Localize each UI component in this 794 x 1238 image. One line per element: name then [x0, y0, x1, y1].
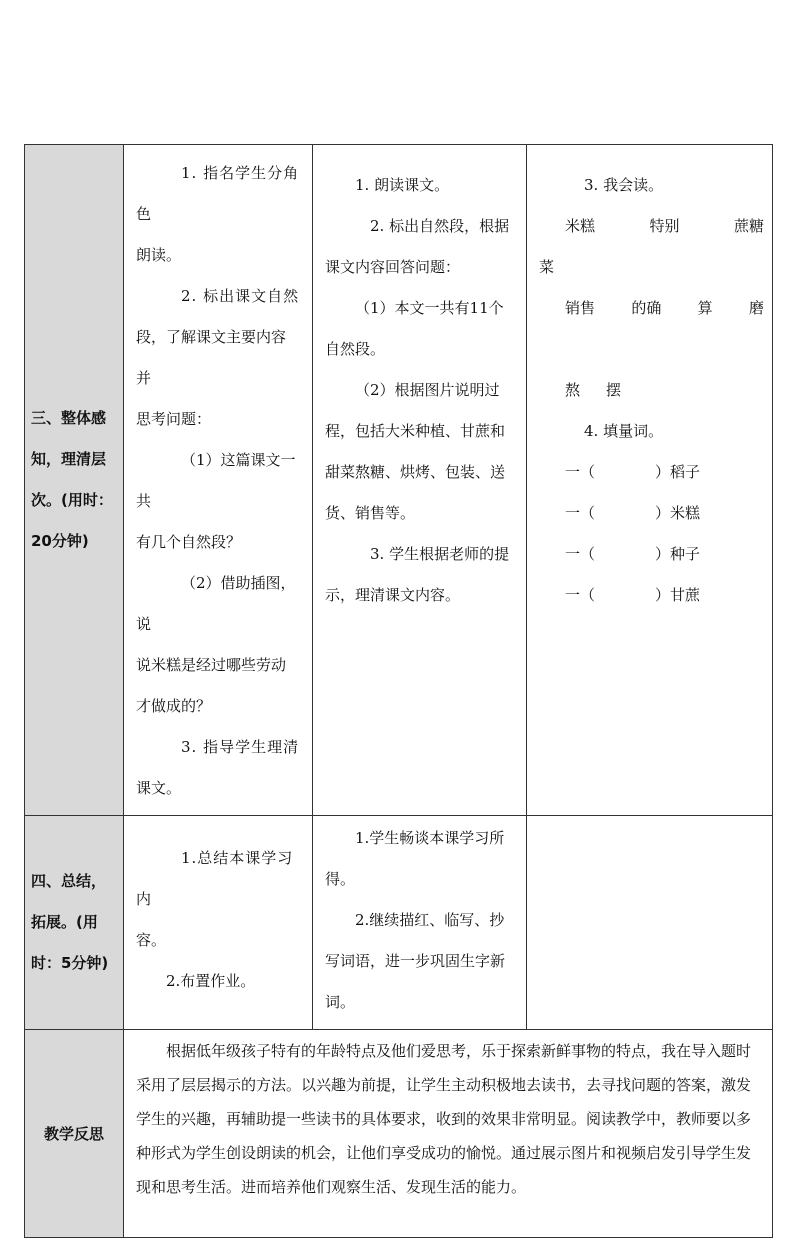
stage-line: 次。(用时：	[31, 491, 113, 509]
reflection-row	[25, 1030, 773, 1238]
student-line: 甜菜熬糖、烘烤、包装、送	[325, 463, 506, 481]
word: 磨	[748, 299, 764, 317]
student-line: 自然段。	[325, 340, 386, 358]
student-line: 词。	[325, 993, 356, 1011]
student-line: 得。	[325, 870, 356, 888]
fill-item: 一（ ）稻子	[565, 463, 701, 481]
teacher-line: 容。	[136, 930, 167, 949]
fill-item: 一（ ）种子	[565, 545, 701, 563]
teacher-line: 思考问题：	[136, 410, 212, 428]
stage-line: 四、总结，	[31, 872, 107, 890]
teacher-line: 课文。	[136, 779, 182, 797]
exercise-cell	[527, 145, 773, 816]
student-line: 1.学生畅谈本课学习所	[355, 829, 505, 847]
word-line	[539, 288, 764, 329]
stage-line: 拓展。(用	[31, 913, 98, 931]
teacher-activity-cell	[124, 145, 313, 816]
empty-cell	[527, 816, 773, 1030]
student-line: 2. 标出自然段，根据	[370, 217, 510, 235]
teacher-line: （1）这篇课文一共	[136, 451, 296, 510]
student-line: （1）本文一共有11个	[355, 299, 504, 317]
word: 特别	[649, 217, 680, 235]
stage-label-cell	[25, 816, 124, 1030]
teacher-line: 说米糕是经过哪些劳动	[136, 656, 287, 674]
student-line: 3. 学生根据老师的提	[370, 545, 510, 563]
teacher-line: 段，了解课文主要内容并	[136, 328, 287, 387]
teacher-line: 2. 标出课文自然	[181, 287, 300, 305]
stage-line: 时：5分钟)	[31, 954, 109, 972]
teacher-line: 1.总结本课学习内	[136, 848, 294, 908]
word: 销售	[565, 299, 596, 317]
student-line: 1. 朗读课文。	[355, 176, 450, 194]
reflection-label: 教学反思	[43, 1125, 104, 1143]
word: 米糕	[565, 217, 596, 235]
fill-title: 4. 填量词。	[584, 422, 664, 440]
reflection-label-cell	[25, 1030, 124, 1238]
read-title: 3. 我会读。	[584, 176, 664, 194]
word: 蔗糖	[733, 217, 764, 235]
student-line: 2.继续描红、临写、抄	[355, 911, 505, 929]
reflection-text: 根据低年级孩子特有的年龄特点及他们爱思考，乐于探索新鲜事物的特点，我在导入题时采用了层层揭示的方法。以兴趣为前提，让学生主动积极地去读书，去寻找问题的答案，激发学生的兴趣，再辅助提一些读书的具体要求，收到的效果非常明显。阅读教学中，教师要以多种形式为学生创设朗读的机会，让他们享受成功的愉悦。通过展示图片和视频启发引导学生发现和思考生活。进而培养他们观察生活、发现生活的能力。	[136, 1042, 752, 1196]
teacher-line: 2.布置作业。	[166, 971, 256, 990]
word: 的确	[631, 299, 662, 317]
student-line: 货、销售等。	[325, 504, 416, 522]
student-line: 示，理清课文内容。	[325, 586, 461, 604]
stage-label-cell	[25, 145, 124, 816]
student-line: 程，包括大米种植、甘蔗和	[325, 422, 506, 440]
word: 算	[697, 299, 713, 317]
teacher-line: 朗读。	[136, 246, 182, 264]
stage-line: 知，理清层	[31, 450, 107, 468]
teacher-line: 有几个自然段？	[136, 533, 242, 551]
word: 熬	[565, 381, 581, 399]
fill-item: 一（ ）米糕	[565, 504, 701, 522]
word-wrap: 菜	[539, 258, 555, 276]
blank-line	[539, 329, 764, 370]
teacher-line: 3. 指导学生理清	[181, 738, 300, 756]
stage-row-summary	[25, 816, 773, 1030]
student-line: 写词语，进一步巩固生字新	[325, 952, 506, 970]
student-line: （2）根据图片说明过	[355, 381, 500, 399]
stage-line: 20分钟)	[31, 532, 89, 550]
teacher-activity-cell	[124, 816, 313, 1030]
teacher-line: 1. 指名学生分角色	[136, 164, 300, 223]
stage-line: 三、整体感	[31, 409, 107, 427]
word-line	[539, 370, 764, 411]
reflection-text-cell	[124, 1030, 773, 1238]
lesson-plan-table	[24, 144, 773, 1238]
word-line	[539, 206, 764, 247]
word: 摆	[606, 381, 622, 399]
student-activity-cell	[313, 816, 527, 1030]
student-line: 课文内容回答问题：	[325, 258, 461, 276]
stage-row-overall	[25, 145, 773, 816]
teacher-line: 才做成的？	[136, 697, 212, 715]
student-activity-cell	[313, 145, 527, 816]
fill-item: 一（ ）甘蔗	[565, 586, 701, 604]
teacher-line: （2）借助插图，说	[136, 574, 296, 633]
